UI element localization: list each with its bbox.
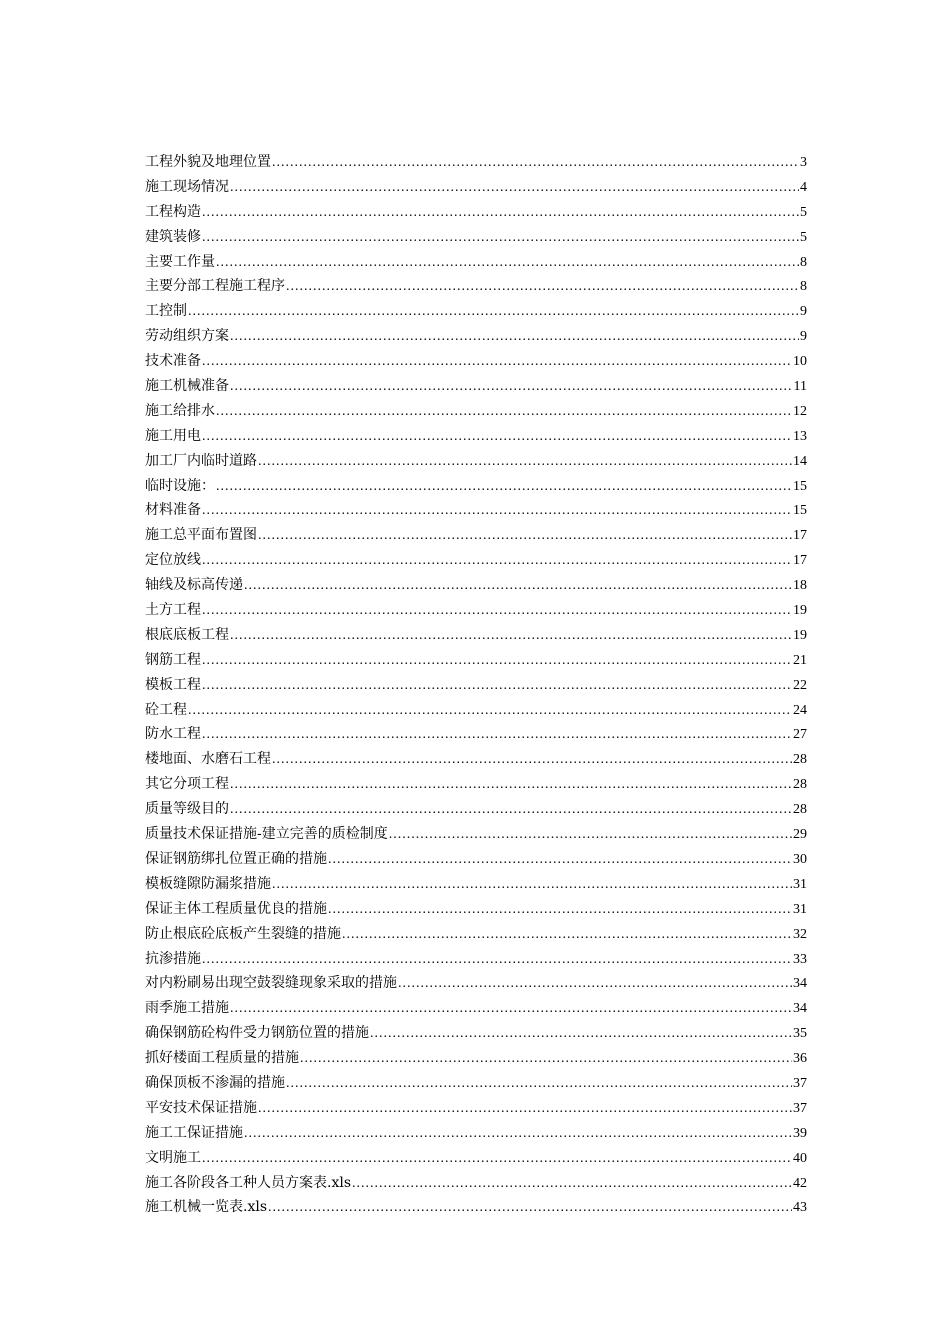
toc-dot-leader [230,325,799,350]
toc-dot-leader [202,499,792,524]
toc-entry-page-number: 14 [793,453,807,469]
toc-entry-page-number: 30 [793,851,807,867]
toc-dot-leader [286,1072,792,1097]
toc-entry-page-number: 4 [800,179,807,195]
toc-entry-page-number: 9 [800,304,807,320]
toc-entry-page-number: 21 [793,652,807,668]
toc-dot-leader [202,948,792,973]
toc-entry[interactable] [145,872,807,897]
toc-entry[interactable] [145,623,807,648]
toc-entry-page-number: 40 [793,1150,807,1166]
toc-entry-title: 模板缝隙防漏浆措施 [145,875,271,892]
toc-entry-title: 施工工保证措施 [145,1124,243,1141]
toc-entry-page-number: 37 [793,1100,807,1116]
toc-dot-leader [202,599,792,624]
toc-entry-title: 土方工程 [145,602,201,619]
toc-entry-page-number: 37 [793,1075,807,1091]
toc-dot-leader [216,475,792,500]
toc-entry-title: 材料准备 [145,502,201,519]
toc-dot-leader [216,400,792,425]
toc-entry-title: 施工用电 [145,427,201,444]
toc-entry-title: 施工机械一览表.xls [145,1199,268,1216]
toc-entry[interactable] [145,772,807,797]
toc-entry-title: 工控制 [145,303,187,320]
toc-dot-leader [300,1047,792,1072]
toc-entry[interactable] [145,747,807,772]
toc-entry[interactable] [145,523,807,548]
toc-entry[interactable] [145,1071,807,1096]
toc-entry-title: 质量等级目的 [145,801,229,818]
toc-entry[interactable] [145,1046,807,1071]
toc-entry[interactable] [145,822,807,847]
toc-entry-page-number: 33 [793,951,807,967]
toc-entry-title: 防水工程 [145,726,201,743]
toc-dot-leader [188,300,799,325]
toc-entry[interactable] [145,424,807,449]
toc-entry-title: 其它分项工程 [145,776,229,793]
toc-entry[interactable] [145,250,807,275]
toc-dot-leader [268,1196,792,1221]
toc-entry[interactable] [145,1195,807,1220]
toc-entry[interactable] [145,374,807,399]
toc-dot-leader [202,201,799,226]
toc-entry-title: 加工厂内临时道路 [145,452,257,469]
toc-entry-page-number: 8 [800,279,807,295]
toc-dot-leader [389,823,792,848]
toc-entry-page-number: 28 [793,777,807,793]
toc-entry-page-number: 34 [793,976,807,992]
toc-entry-page-number: 19 [793,603,807,619]
toc-entry[interactable] [145,722,807,747]
toc-entry[interactable] [145,897,807,922]
toc-entry-title: 楼地面、水磨石工程 [145,751,271,768]
toc-dot-leader [370,1022,792,1047]
toc-entry-title: 确保钢筋砼构件受力钢筋位置的措施 [145,1025,369,1042]
toc-entry[interactable] [145,1021,807,1046]
toc-entry-title: 抓好楼面工程质量的措施 [145,1050,299,1067]
toc-entry-title: 文明施工 [145,1149,201,1166]
toc-entry-title: 钢筋工程 [145,651,201,668]
toc-dot-leader [230,773,792,798]
toc-entry[interactable] [145,698,807,723]
toc-entry-page-number: 28 [793,802,807,818]
toc-entry-page-number: 42 [793,1175,807,1191]
toc-entry-title: 临时设施： [145,477,215,494]
toc-entry-title: 施工现场情况 [145,178,229,195]
toc-dot-leader [342,923,792,948]
toc-entry-page-number: 43 [793,1200,807,1216]
toc-entry[interactable] [145,449,807,474]
toc-entry-title: 劳动组织方案 [145,328,229,345]
toc-dot-leader [202,1147,792,1172]
toc-dot-leader [202,350,792,375]
toc-entry-page-number: 27 [793,727,807,743]
toc-entry-title: 砼工程 [145,701,187,718]
toc-dot-leader [352,1172,792,1197]
toc-dot-leader [202,649,792,674]
toc-entry[interactable] [145,548,807,573]
toc-dot-leader [286,275,799,300]
toc-entry-page-number: 34 [793,1001,807,1017]
toc-entry[interactable] [145,648,807,673]
toc-entry-page-number: 31 [793,876,807,892]
toc-entry-title: 施工给排水 [145,402,215,419]
toc-entry-page-number: 5 [800,204,807,220]
toc-entry[interactable] [145,200,807,225]
toc-entry-page-number: 24 [793,702,807,718]
toc-entry[interactable] [145,498,807,523]
toc-entry-page-number: 9 [800,329,807,345]
toc-entry-title: 主要工作量 [145,253,215,270]
toc-entry-title: 雨季施工措施 [145,1000,229,1017]
toc-entry[interactable] [145,673,807,698]
toc-entry[interactable] [145,175,807,200]
toc-entry-title: 定位放线 [145,552,201,569]
toc-entry-page-number: 13 [793,428,807,444]
toc-entry-page-number: 32 [793,926,807,942]
toc-entry[interactable] [145,349,807,374]
toc-entry[interactable] [145,1146,807,1171]
toc-entry[interactable] [145,299,807,324]
toc-entry[interactable] [145,474,807,499]
toc-entry-page-number: 36 [793,1051,807,1067]
toc-dot-leader [230,176,799,201]
toc-dot-leader [272,151,799,176]
toc-dot-leader [258,524,792,549]
toc-entry-page-number: 3 [800,155,807,170]
toc-entry-title: 施工总平面布置图 [145,527,257,544]
toc-dot-leader [202,549,792,574]
toc-entry[interactable] [145,922,807,947]
toc-entry[interactable] [145,324,807,349]
toc-entry[interactable] [145,150,807,175]
toc-dot-leader [230,375,793,400]
toc-entry-title: 工程外貌及地理位置 [145,154,271,170]
toc-entry-page-number: 11 [793,379,807,395]
toc-entry-page-number: 15 [793,503,807,519]
toc-entry-page-number: 15 [793,478,807,494]
toc-entry-page-number: 8 [800,254,807,270]
toc-entry-page-number: 29 [793,827,807,843]
toc-entry-title: 施工机械准备 [145,378,229,395]
toc-entry-page-number: 18 [793,578,807,594]
toc-entry-page-number: 39 [793,1125,807,1141]
toc-entry[interactable] [145,598,807,623]
toc-entry[interactable] [145,996,807,1021]
toc-entry[interactable] [145,225,807,250]
toc-entry-title: 抗渗措施 [145,950,201,967]
toc-entry-title: 轴线及标高传递 [145,577,243,594]
toc-entry[interactable] [145,1096,807,1121]
table-of-contents [145,150,807,1220]
toc-dot-leader [258,1097,792,1122]
toc-entry-title: 保证主体工程质量优良的措施 [145,900,327,917]
toc-entry[interactable] [145,947,807,972]
toc-entry-page-number: 17 [793,553,807,569]
toc-entry-title: 质量技术保证措施-建立完善的质检制度 [145,826,388,843]
toc-dot-leader [202,425,792,450]
toc-dot-leader [258,450,792,475]
toc-entry-title: 根底底板工程 [145,626,229,643]
toc-entry-page-number: 5 [800,229,807,245]
toc-dot-leader [272,873,792,898]
toc-dot-leader [216,251,799,276]
toc-entry-title: 模板工程 [145,676,201,693]
toc-dot-leader [398,972,792,997]
toc-entry-title: 确保顶板不渗漏的措施 [145,1074,285,1091]
toc-entry-title: 对内粉刷易出现空鼓裂缝现象采取的措施 [145,975,397,992]
toc-entry[interactable] [145,1121,807,1146]
toc-entry[interactable] [145,1171,807,1196]
toc-dot-leader [202,674,792,699]
toc-dot-leader [230,624,792,649]
toc-dot-leader [202,723,792,748]
toc-entry-title: 技术准备 [145,353,201,370]
toc-entry-page-number: 17 [793,528,807,544]
toc-dot-leader [230,997,792,1022]
toc-entry-title: 主要分部工程施工程序 [145,278,285,295]
toc-entry-page-number: 22 [793,677,807,693]
toc-dot-leader [244,1122,792,1147]
toc-entry-title: 工程构造 [145,203,201,220]
toc-entry-page-number: 19 [793,627,807,643]
toc-dot-leader [202,226,799,251]
toc-entry-page-number: 35 [793,1026,807,1042]
toc-entry-title: 建筑装修 [145,228,201,245]
toc-entry-title: 防止根底砼底板产生裂缝的措施 [145,925,341,942]
toc-entry-page-number: 28 [793,752,807,768]
toc-dot-leader [244,574,792,599]
toc-entry-page-number: 10 [793,354,807,370]
toc-dot-leader [328,848,792,873]
toc-dot-leader [188,699,792,724]
toc-entry[interactable] [145,573,807,598]
toc-entry[interactable] [145,399,807,424]
toc-entry[interactable] [145,847,807,872]
toc-entry[interactable] [145,274,807,299]
toc-dot-leader [328,898,792,923]
toc-dot-leader [272,748,792,773]
toc-entry[interactable] [145,971,807,996]
toc-entry-title: 施工各阶段各工种人员方案表.xls [145,1174,352,1191]
toc-entry[interactable] [145,797,807,822]
toc-entry-page-number: 31 [793,901,807,917]
toc-dot-leader [230,798,792,823]
toc-entry-title: 平安技术保证措施 [145,1099,257,1116]
toc-entry-title: 保证钢筋绑扎位置正确的措施 [145,850,327,867]
toc-entry-page-number: 12 [793,403,807,419]
